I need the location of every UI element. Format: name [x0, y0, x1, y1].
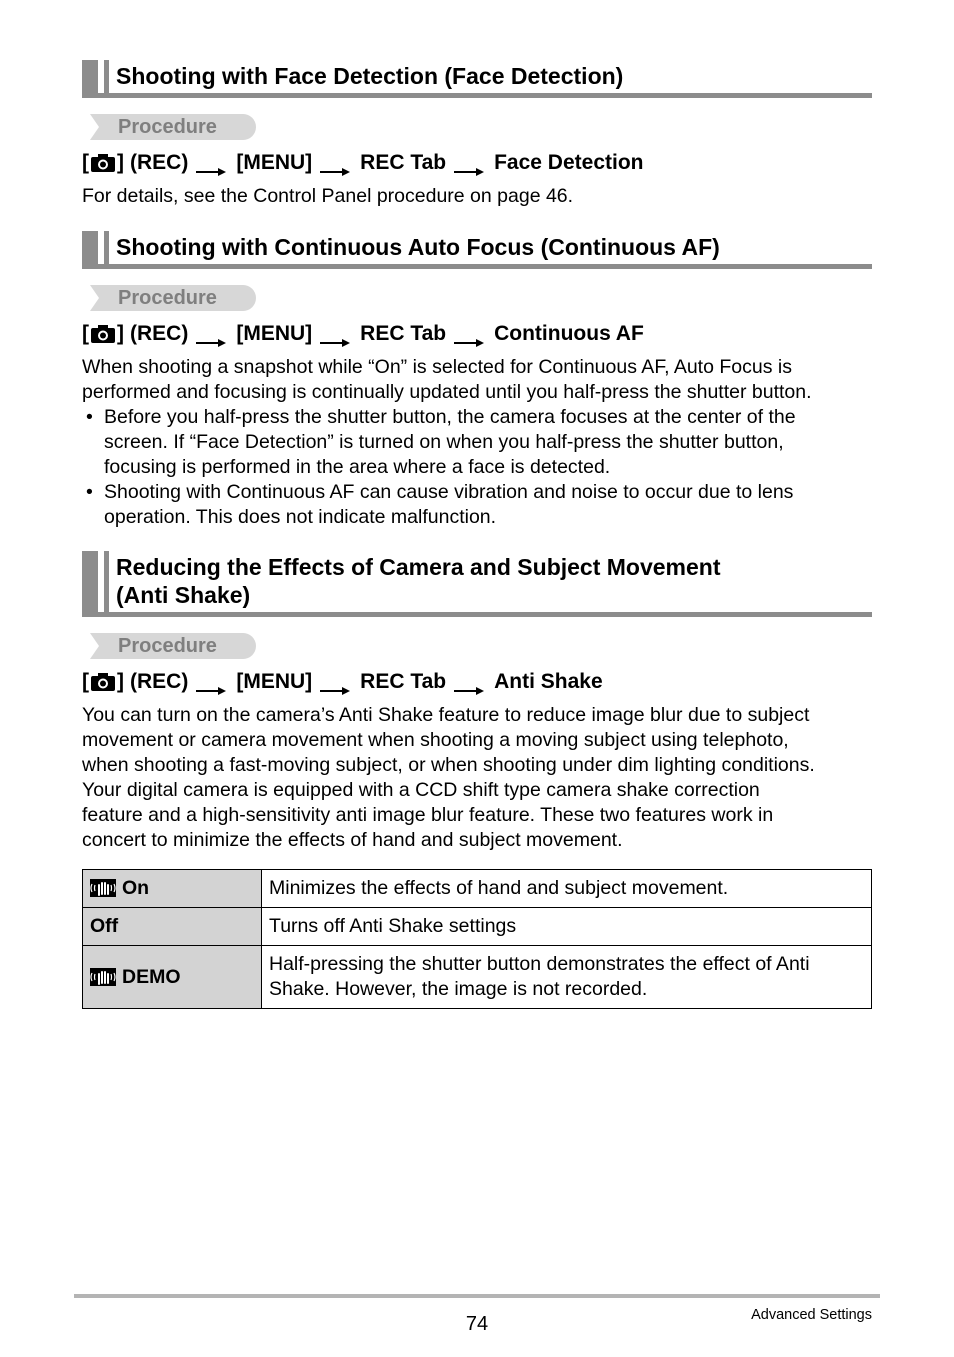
heading-bar-thin — [104, 60, 109, 93]
path-step-setting: Anti Shake — [494, 670, 603, 693]
path-step-rec: (REC) — [130, 670, 189, 693]
procedure-label: Procedure — [118, 635, 217, 657]
menu-path: [ ] (REC) [MENU] REC Tab Anti Shake — [82, 670, 603, 693]
body-line: feature and a high-sensitivity anti image blur feature. These two features work in — [82, 804, 774, 826]
bullet-line: focusing is performed in the area where a face is detected. — [104, 456, 611, 478]
path-step-setting: Continuous AF — [494, 322, 644, 345]
arrow-right-icon — [320, 677, 350, 687]
bullet-item: • Before you half-press the shutter button, the camera focuses at the center of the screen. If “Face Detection” is turned on when you half-press the shutter button, focusing is performed in the area where a face is detected. — [82, 405, 882, 480]
option-key: DEMO — [83, 946, 262, 1009]
page-number: 74 — [465, 1313, 489, 1335]
table-row — [83, 908, 872, 946]
anti-shake-hand-icon — [90, 968, 116, 986]
section-heading-continuous-af — [82, 231, 872, 269]
body-line: movement or camera movement when shooting a moving subject using telephoto, — [82, 729, 789, 751]
body-line: When shooting a snapshot while “On” is selected for Continuous AF, Auto Focus is — [82, 356, 792, 378]
anti-shake-hand-icon — [90, 879, 116, 897]
section-title: Shooting with Continuous Auto Focus (Continuous AF) — [116, 234, 720, 260]
path-step-menu: [MENU] — [236, 670, 313, 693]
body-line: when shooting a fast-moving subject, or when shooting under dim lighting conditions. — [82, 754, 815, 776]
arrow-right-icon — [196, 329, 226, 339]
procedure-tag — [82, 285, 256, 311]
body-text: For details, see the Control Panel procedure on page 46. — [82, 185, 574, 207]
footer-section-label: Advanced Settings — [751, 1307, 872, 1323]
arrow-right-icon — [454, 329, 484, 339]
section-title: Reducing the Effects of Camera and Subject Movement (Anti Shake) — [116, 554, 721, 608]
anti-shake-options-table — [82, 869, 872, 1009]
heading-bar-thick — [82, 231, 98, 264]
bullet-line: Shooting with Continuous AF can cause vibration and noise to occur due to lens — [104, 481, 794, 503]
section-heading-face-detection — [82, 60, 872, 98]
table-row — [83, 946, 872, 1009]
path-step-menu: [MENU] — [236, 322, 313, 345]
table-row — [83, 870, 872, 908]
arrow-right-icon — [320, 158, 350, 168]
bullet-item: • Shooting with Continuous AF can cause vibration and noise to occur due to lens operation. This does not indicate malfunction. — [82, 480, 882, 530]
procedure-tag — [82, 114, 256, 140]
heading-bar-thin — [104, 231, 109, 264]
camera-icon — [90, 324, 116, 344]
arrow-right-icon — [196, 677, 226, 687]
body-text — [82, 703, 882, 853]
arrow-right-icon — [196, 158, 226, 168]
camera-icon — [90, 153, 116, 173]
camera-icon — [90, 672, 116, 692]
bullet-line: Before you half-press the shutter button, the camera focuses at the center of the — [104, 406, 796, 428]
menu-path: [ ] (REC) [MENU] REC Tab Face Detection — [82, 151, 644, 174]
arrow-right-icon — [320, 329, 350, 339]
heading-bar-thick — [82, 551, 98, 612]
option-key: Off — [83, 908, 262, 946]
body-line: concert to minimize the effects of hand and subject movement. — [82, 829, 623, 851]
path-step-tab: REC Tab — [360, 670, 447, 693]
heading-bar-thick — [82, 60, 98, 93]
path-step-rec: (REC) — [130, 151, 189, 174]
path-step-setting: Face Detection — [494, 151, 644, 174]
body-line: performed and focusing is continually updated until you half-press the shutter button. — [82, 381, 812, 403]
heading-bar-thin — [104, 551, 109, 612]
path-step-tab: REC Tab — [360, 151, 447, 174]
option-description: Turns off Anti Shake settings — [262, 908, 872, 946]
body-line: Your digital camera is equipped with a CCD shift type camera shake correction — [82, 779, 760, 801]
path-step-tab: REC Tab — [360, 322, 447, 345]
option-description: Half-pressing the shutter button demonstrates the effect of Anti Shake. However, the image is not recorded. — [262, 946, 872, 1009]
option-description: Minimizes the effects of hand and subject movement. — [262, 870, 872, 908]
procedure-label: Procedure — [118, 287, 217, 309]
arrow-right-icon — [454, 677, 484, 687]
body-text — [82, 355, 882, 405]
path-step-rec: (REC) — [130, 322, 189, 345]
footer-divider — [74, 1294, 880, 1298]
procedure-tag — [82, 633, 256, 659]
path-step-menu: [MENU] — [236, 151, 313, 174]
bullet-line: screen. If “Face Detection” is turned on when you half-press the shutter button, — [104, 431, 784, 453]
option-key: On — [83, 870, 262, 908]
bullet-line: operation. This does not indicate malfunction. — [104, 506, 497, 528]
body-line: You can turn on the camera’s Anti Shake feature to reduce image blur due to subject — [82, 704, 810, 726]
section-title: Shooting with Face Detection (Face Detection) — [116, 63, 624, 89]
arrow-right-icon — [454, 158, 484, 168]
menu-path: [ ] (REC) [MENU] REC Tab Continuous AF — [82, 322, 644, 345]
section-heading-anti-shake — [82, 551, 872, 617]
procedure-label: Procedure — [118, 116, 217, 138]
